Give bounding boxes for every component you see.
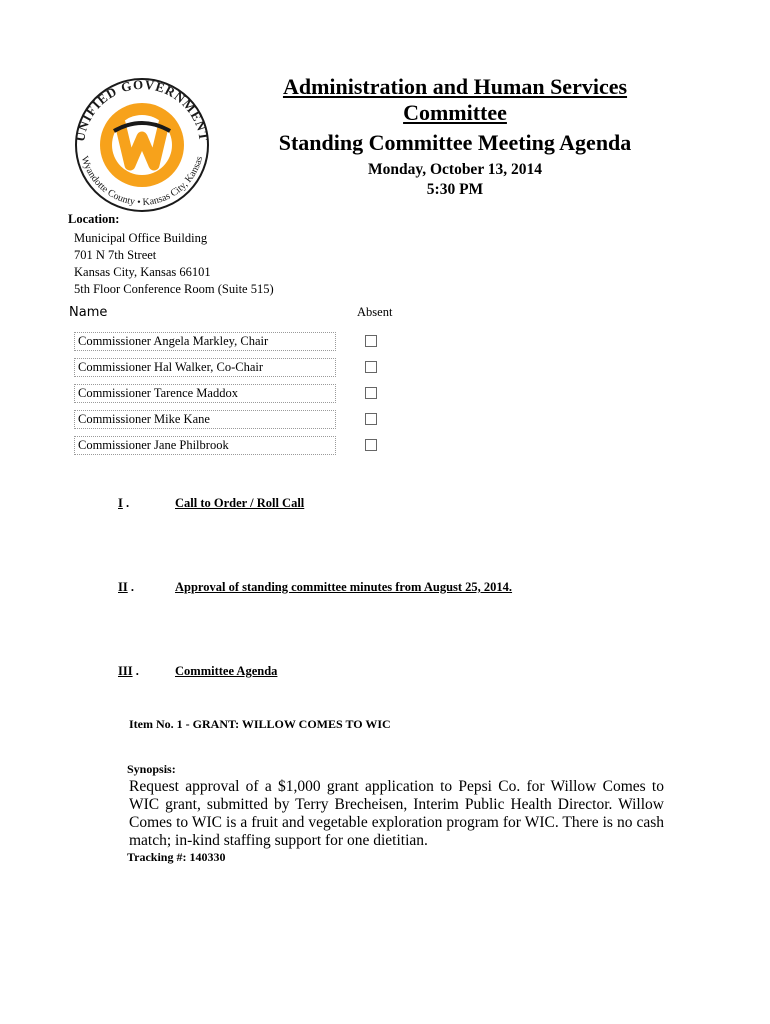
absent-checkbox[interactable]: [365, 335, 377, 347]
absent-checkbox[interactable]: [365, 387, 377, 399]
member-name-field[interactable]: Commissioner Tarence Maddox: [74, 384, 336, 403]
section-title: Approval of standing committee minutes from August 25, 2014.: [175, 580, 513, 594]
absent-checkbox[interactable]: [365, 361, 377, 373]
meeting-time: 5:30 PM: [426, 181, 484, 198]
synopsis-label: Synopsis:: [127, 762, 176, 776]
section-number: III .: [118, 664, 139, 678]
section-numeral: II: [118, 580, 128, 594]
member-name-field[interactable]: Commissioner Jane Philbrook: [74, 436, 336, 455]
seal-arc-top-text: UNIFIED GOVERNMENT: [72, 76, 212, 143]
section-numeral: III: [118, 664, 133, 678]
section-number: II .: [118, 580, 134, 594]
tracking-number: Tracking #: 140330: [127, 850, 226, 864]
member-name-field[interactable]: Commissioner Hal Walker, Co-Chair: [74, 358, 336, 377]
absent-checkbox[interactable]: [365, 413, 377, 425]
absent-checkbox[interactable]: [365, 439, 377, 451]
seal-arc-bottom-text: Wyandotte County • Kansas City, Kansas: [78, 154, 206, 209]
location-line: Kansas City, Kansas 66101: [74, 265, 211, 279]
location-line: 5th Floor Conference Room (Suite 515): [74, 282, 274, 296]
member-name-field[interactable]: Commissioner Angela Markley, Chair: [74, 332, 336, 351]
committee-title-line2: Committee: [403, 100, 507, 125]
agenda-item-label: Item No. 1 - GRANT: WILLOW COMES TO WIC: [129, 717, 391, 731]
location-label: Location:: [68, 212, 120, 226]
section-numeral: I: [118, 496, 123, 510]
section-title: Committee Agenda: [175, 664, 278, 678]
section-title: Call to Order / Roll Call: [175, 496, 305, 510]
absent-column-header: Absent: [357, 305, 393, 319]
section-number: I .: [118, 496, 130, 510]
location-line: 701 N 7th Street: [74, 248, 157, 262]
unified-government-seal-logo: [62, 75, 222, 215]
agenda-subtitle: Standing Committee Meeting Agenda: [278, 130, 632, 155]
synopsis-text: Request approval of a $1,000 grant application to Pepsi Co. for Willow Comes to WIC grant, submitted by Terry Brecheisen, Interim Public Health Director. Willow Comes to WIC is a fruit and vegetable exploration program for WIC. There is no cash match; in-kind staffing support for one dietitian.: [129, 778, 664, 849]
member-name-field[interactable]: Commissioner Mike Kane: [74, 410, 336, 429]
name-column-header: Name: [69, 305, 108, 320]
location-line: Municipal Office Building: [74, 231, 208, 245]
meeting-date: Monday, October 13, 2014: [367, 161, 543, 178]
committee-title-line1: Administration and Human Services: [282, 74, 628, 99]
